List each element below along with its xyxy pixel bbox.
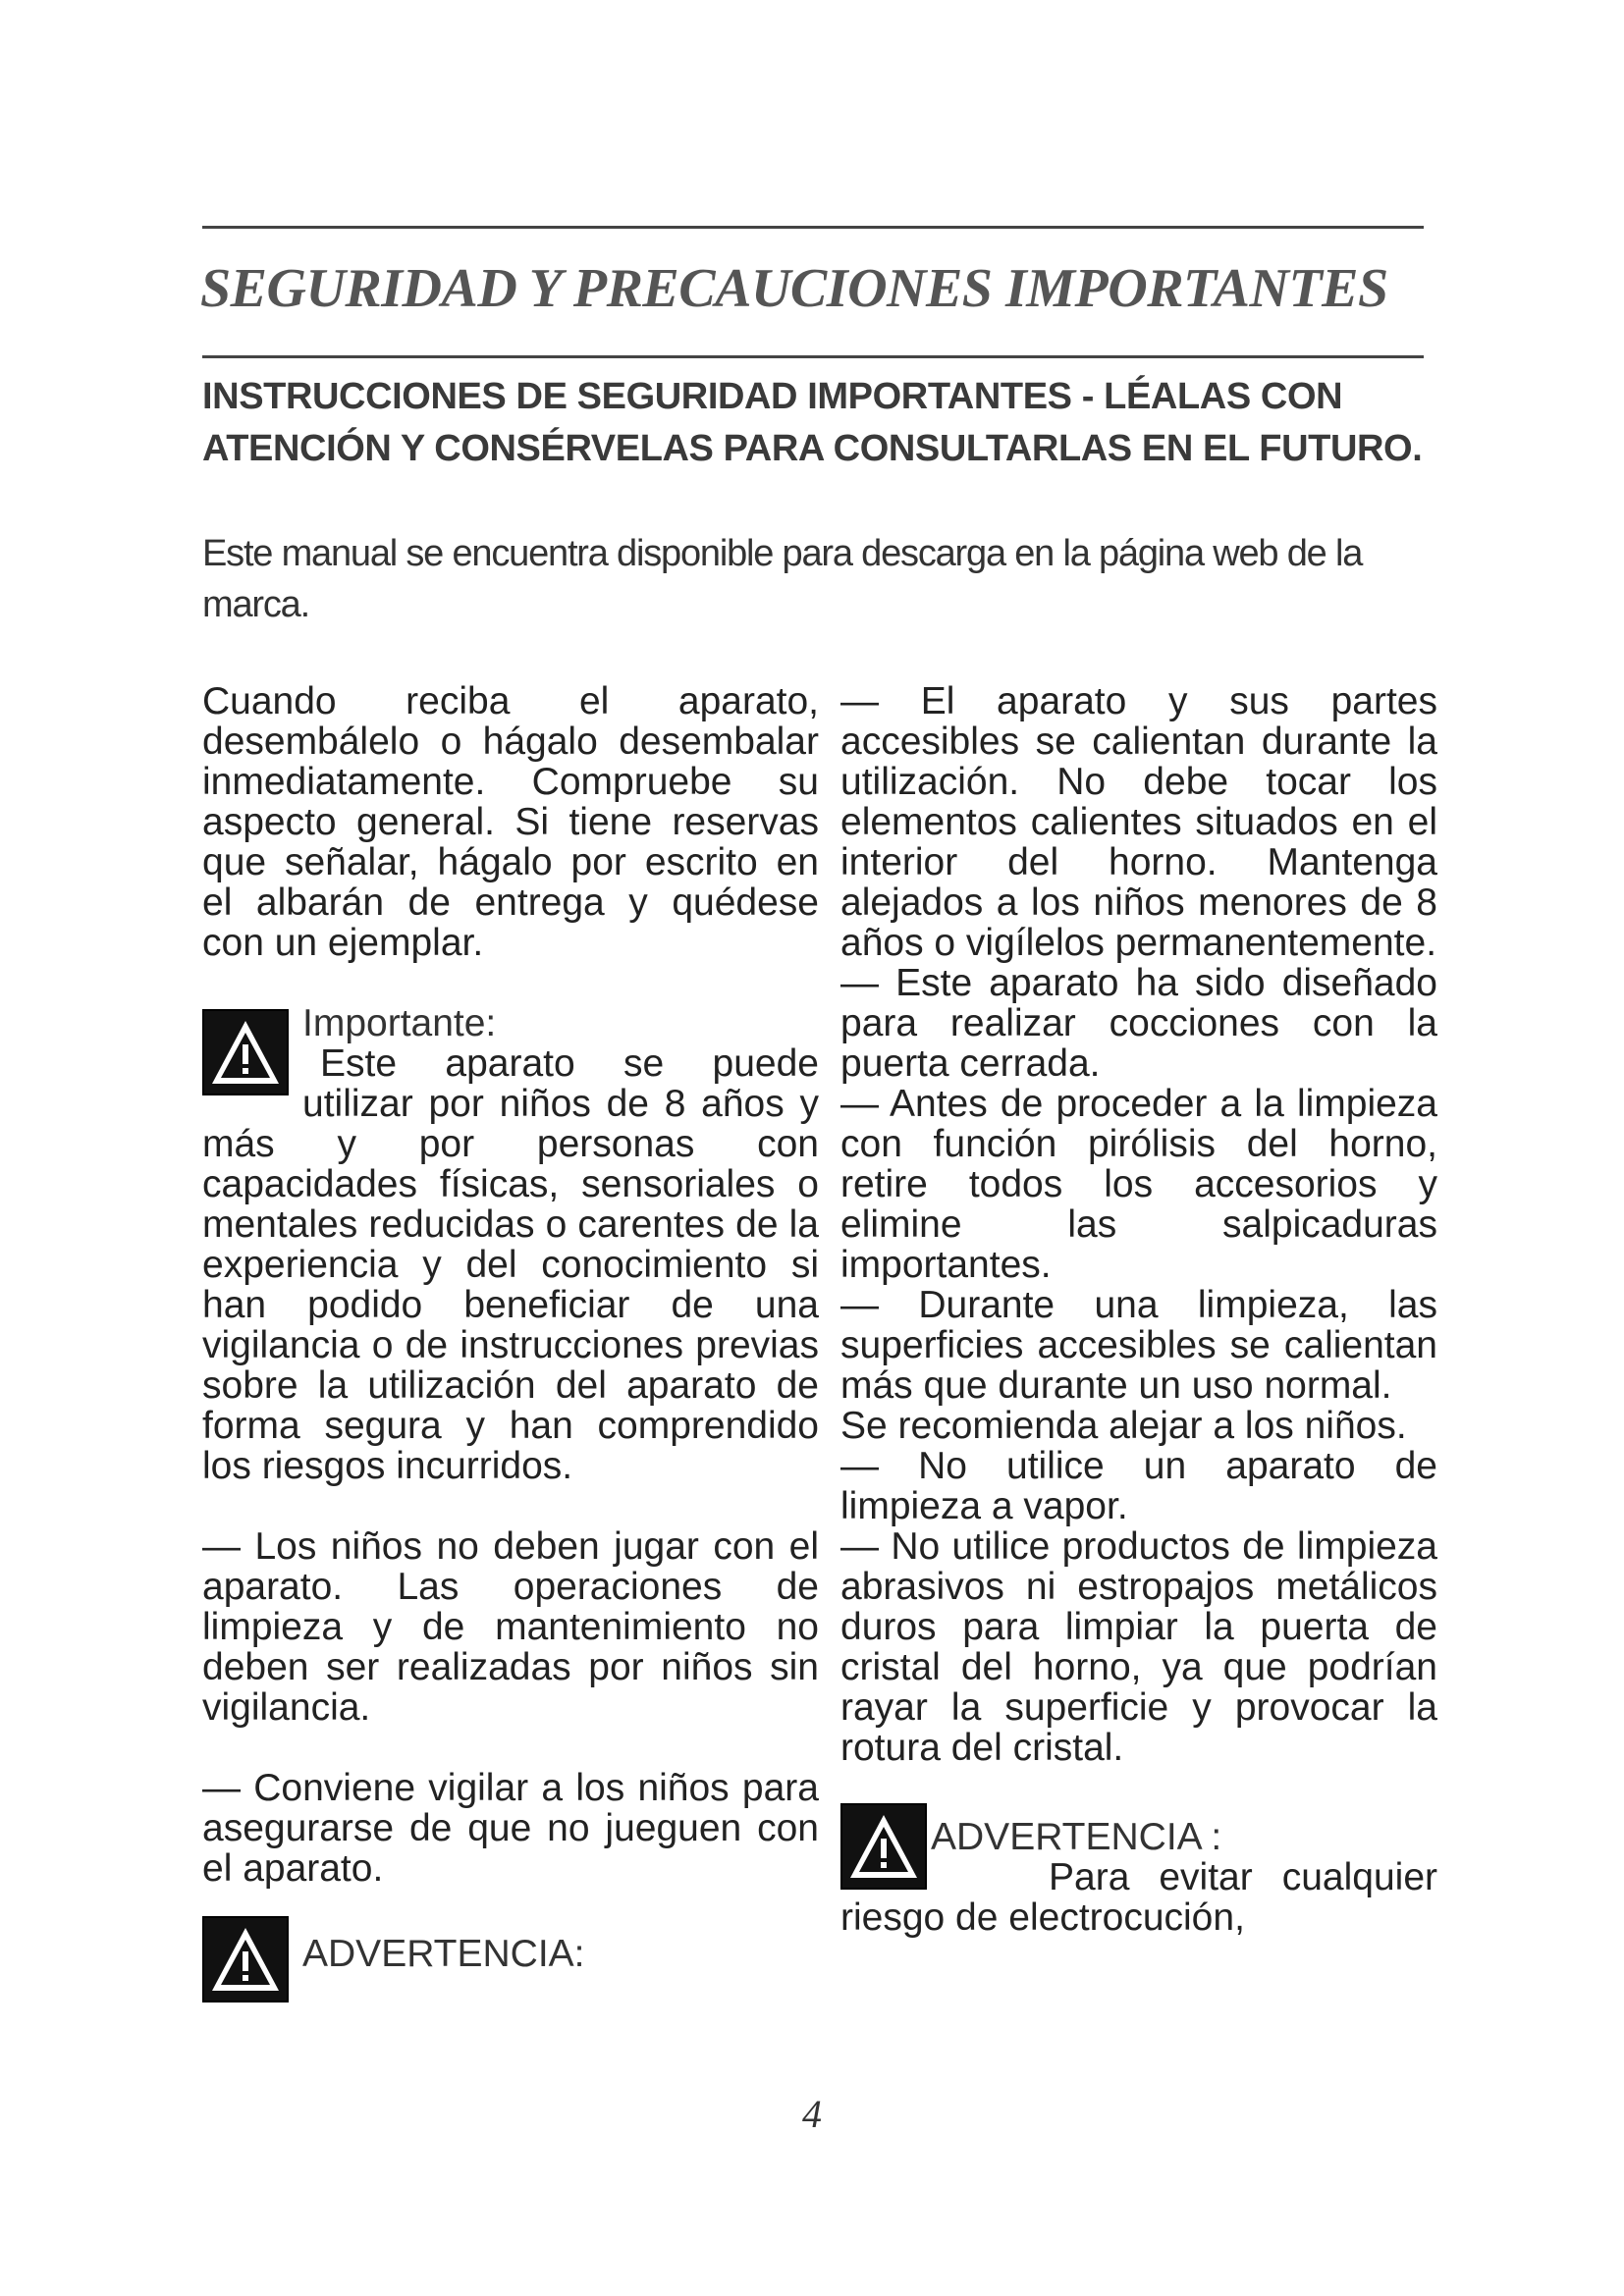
warning-triangle-icon: [202, 1916, 289, 2002]
children-play-paragraph: — Los niños no deben jugar con el aparato. Las operaciones de limpieza y de mantenimiento no deben ser realizadas por niños sin vigilancia.: [202, 1525, 819, 1729]
no-abrasives-paragraph: — No utilice productos de limpieza abrasivos ni estropajos metálicos duros para limpiar la puerta de cristal del horno, ya que podrían rayar la superficie y provocar la rotura del cristal.: [840, 1525, 1437, 1769]
warning-triangle-icon: [840, 1803, 927, 1890]
warning-triangle-icon: [202, 1009, 289, 1095]
important-notice: [202, 1003, 819, 1486]
no-steam-paragraph: — No utilice un aparato de limpieza a vapor.: [840, 1445, 1437, 1527]
intro-text: Este manual se encuentra disponible para descarga en la página web de la marca.: [202, 533, 1363, 625]
right-column: [840, 681, 1437, 1938]
page-number: 4: [802, 2092, 822, 2136]
important-label: Importante:: [302, 1002, 497, 1044]
cleaning-hot-paragraph: — Durante una limpieza, las superficies accesibles se calientan más que durante un uso normal.: [840, 1284, 1437, 1407]
electrocution-warning-text: Para evitar cualquier riesgo de electrocución,: [840, 1856, 1437, 1939]
title-divider: [202, 355, 1424, 358]
warning-label-right: ADVERTENCIA :: [931, 1816, 1222, 1858]
top-divider: [202, 226, 1424, 229]
warning-label-left: ADVERTENCIA:: [302, 1933, 585, 1975]
warning-notice-left: [202, 1910, 819, 1974]
left-column: [202, 681, 819, 2006]
hot-parts-paragraph: — El aparato y sus partes accesibles se calientan durante la utilización. No debe tocar los elementos calientes situados en el interior del horno. Mantenga alejados a los niños menores de 8 años o vigílelos permanentemente.: [840, 680, 1437, 964]
safety-heading: INSTRUCCIONES DE SEGURIDAD IMPORTANTES - LÉALAS CON ATENCIÓN Y CONSÉRVELAS PARA CONSULTARLAS EN EL FUTURO.: [202, 376, 1423, 469]
important-text: Este aparato se puede utilizar por niños de 8 años y más y por personas con capacidades físicas, sensoriales o mentales reducidas o carentes de la experiencia y del conocimiento si han podido beneficiar de una vigilancia o de instrucciones previas sobre la utilización del aparato de forma segura y han comprendido los riesgos incurridos.: [202, 1042, 819, 1487]
unpacking-paragraph: Cuando reciba el aparato, desembálelo o hágalo desembalar inmediatamente. Compruebe su aspecto general. Si tiene reservas que señalar, hágalo por escrito en el albarán de entrega y quédese con un ejemplar.: [202, 680, 819, 964]
children-supervise-paragraph: — Conviene vigilar a los niños para asegurarse de que no jueguen con el aparato.: [202, 1767, 819, 1890]
page-title: SEGURIDAD Y PRECAUCIONES IMPORTANTES: [200, 258, 1388, 319]
door-closed-paragraph: — Este aparato ha sido diseñado para realizar cocciones con la puerta cerrada.: [840, 962, 1437, 1085]
keep-children-away-paragraph: Se recomienda alejar a los niños.: [840, 1405, 1407, 1447]
warning-notice-right: [840, 1797, 1437, 1938]
pyrolysis-paragraph: — Antes de proceder a la limpieza con función pirólisis del horno, retire todos los accesorios y elimine las salpicaduras importantes.: [840, 1083, 1437, 1286]
